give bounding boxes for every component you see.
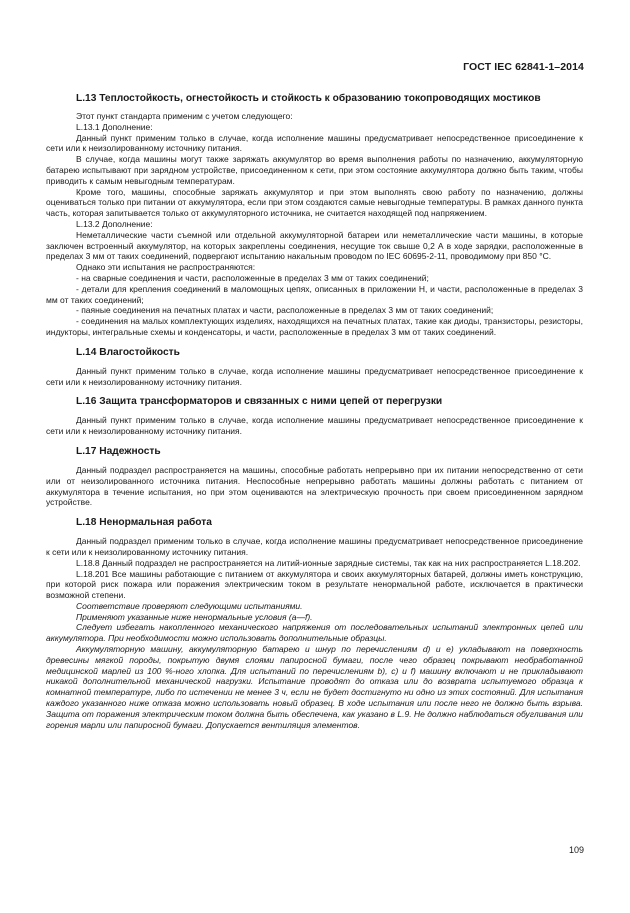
list-item: - детали для крепления соединений в маломощных цепях, описанных в приложении Н, и части, расположенные в пределах 3 мм от таких соединений;: [46, 283, 583, 305]
paragraph: В случае, когда машины могут также заряжать аккумулятор во время выполнения работы по назначению, аккумуляторную батарею испытывают при зарядном устройстве, присоединенном к сети, при этом состояние аккумулятора должно быть таким, чтобы приводить к самым невыгодным температурам.: [46, 154, 583, 186]
list-item: - соединения на малых комплектующих изделиях, находящихся на печатных платах, такие как диоды, транзисторы, резисторы, индукторы, интегральные схемы и конденсаторы, и части, расположенные в пределах 3 мм от таких соединений.: [46, 316, 583, 337]
paragraph: L.18.8 Данный подраздел не распространяется на литий-ионные зарядные системы, так как на них распространяется L.18.202.: [76, 557, 581, 568]
italic-paragraph: Следует избегать накопленного механического напряжения от последовательных испытаний электронных цепей или аккумулятора. При необходимости можно использовать дополнительные образцы.: [46, 622, 583, 644]
italic-paragraph: Применяют указанные ниже ненормальные условия (a—f).: [76, 611, 313, 622]
paragraph: L.13.2 Дополнение:: [76, 218, 153, 229]
italic-paragraph: Соответствие проверяют следующими испытаниями.: [76, 600, 303, 611]
paragraph: Данный пункт применим только в случае, когда исполнение машины предусматривает непосредственное присоединение к сети или к неизолированному источнику питания.: [46, 415, 583, 437]
paragraph: Неметаллические части съемной или отдельной аккумуляторной батареи или неметаллические части машины, в которые заключен встроенный аккумулятор, на которых закреплены соединения, несущие ток свыше 0,2 А в ходе зарядки, расположенные в пределах 3 мм от таких соединений, подвергают испытанию накальным проводом по IEC 60695-2-11, проводимому при 850 °С.: [46, 229, 583, 262]
section-heading-l16: L.16 Защита трансформаторов и связанных с ними цепей от перегрузки: [76, 396, 443, 408]
list-item: - паяные соединения на печатных платах и части, расположенные в пределах 3 мм от таких соединений;: [76, 305, 494, 316]
paragraph: Данный пункт применим только в случае, когда исполнение машины предусматривает непосредственное присоединение к сети или к неизолированному источнику питания.: [46, 132, 583, 154]
paragraph: L.18.201 Все машины работающие с питанием от аккумулятора и своих аккумуляторных батарей, должны иметь конструкцию, при которой риск пожара или поражения электрическим током в результате ненормальной работе, исключается в практически возможной степени.: [46, 568, 583, 601]
paragraph: Однако эти испытания не распространяются:: [76, 262, 256, 273]
page-content: [46, 92, 583, 730]
page-number: 109: [568, 845, 584, 855]
paragraph: Этот пункт стандарта применим с учетом следующего:: [76, 111, 293, 121]
section-heading-l13: L.13 Теплостойкость, огнестойкость и стойкость к образованию токопроводящих мостиков: [76, 93, 541, 104]
document-code: ГОСТ IEC 62841-1–2014: [463, 61, 584, 73]
paragraph: L.13.1 Дополнение:: [76, 121, 153, 132]
italic-paragraph: Аккумуляторную машину, аккумуляторную батарею и шнур по перечислениям d) и e) укладывают на поверхность древесины мягкой породы, покрытую двумя слоями папиросной бумаги, после чего образец покрывают необработанной медицинской марлей из 100 %-ного хлопка. Для испытаний по перечислениям b), c) и f) машину включают и не прикладывают никакой дополнительной механической нагрузки. Испытание проводят до отказа или до возврата испытуемого образца к комнатной температуре, либо по истечении не менее 3 ч, если не будет достигнуто ни одно из этих состояний. Для испытания каждого указанного ниже отказа можно использовать новый образец. В ходе испытания или после него не должно быть взрыва. Защита от поражения электрическим током должна быть обеспечена, как указано в L.9. Не должно наблюдаться обугливания или горения марли или папиросной бумаги. Допускается вентиляция элементов.: [46, 644, 583, 730]
section-heading-l17: L.17 Надежность: [76, 445, 161, 457]
section-heading-l18: L.18 Ненормальная работа: [76, 517, 212, 529]
paragraph: Кроме того, машины, способные заряжать аккумулятор и при этом выполнять свою работу по назначению, должны оцениваться только при питании от аккумулятора, если при этом создаются самые невыгодные температуры. В рамках данного пункта часть, которая запитывается только от аккумуляторного источника, не считается находящей под напряжением.: [46, 186, 583, 219]
section-heading-l14: L.14 Влагостойкость: [76, 346, 180, 358]
paragraph: Данный подраздел распространяется на машины, способные работать непрерывно при их питании непосредственно от сети или от неизолированного источника питания. Неспособные непрерывно работать машины должны работать с питанием от аккумулятора в течение испытания, но при этом оцениваются на электрическую прочность при своем присоединенном зарядном устройстве.: [46, 464, 583, 508]
paragraph: Данный подраздел применим только в случае, когда исполнение машины предусматривает непосредственное присоединение к сети или к неизолированному источнику питания.: [46, 536, 583, 557]
paragraph: Данный пункт применим только в случае, когда исполнение машины предусматривает непосредственное присоединение к сети или к неизолированному источнику питания.: [46, 365, 583, 387]
list-item: - на сварные соединения и части, расположенные в пределах 3 мм от таких соединений;: [76, 272, 429, 283]
